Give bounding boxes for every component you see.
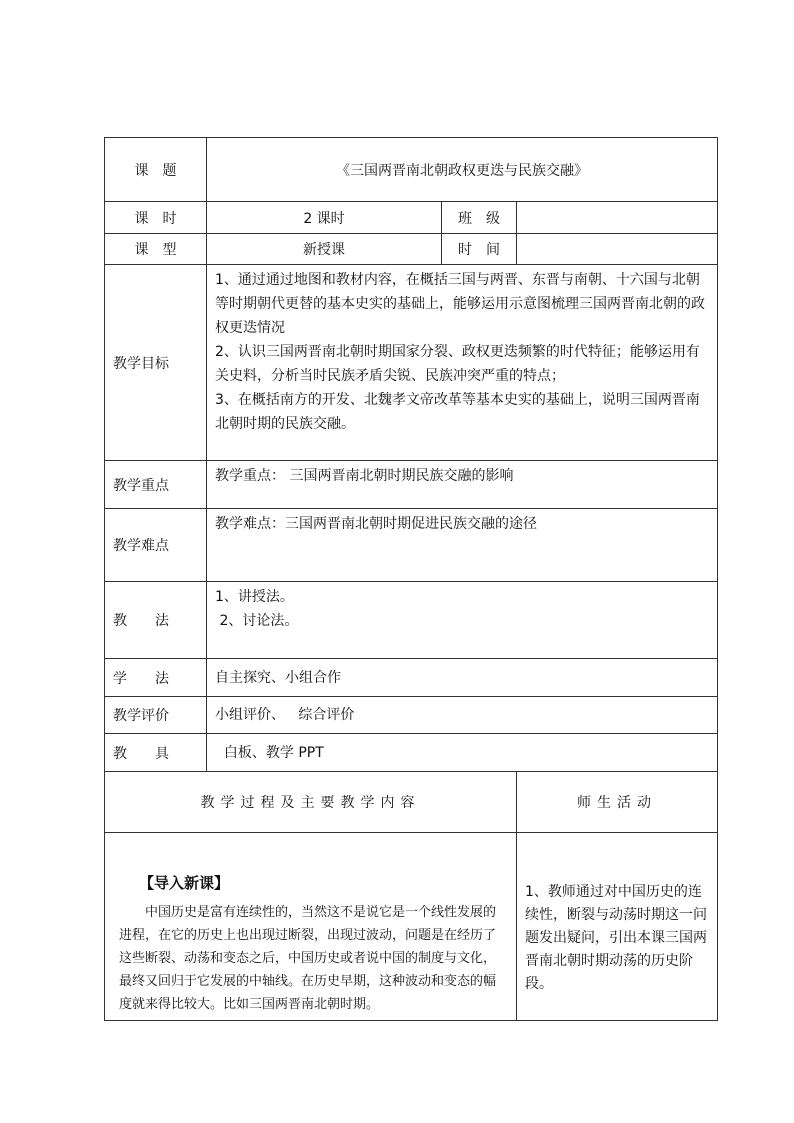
goal-item: 3、在概括南方的开发、北魏孝文帝改革等基本史实的基础上，说明三国两晋南北朝时期的民族交融。 xyxy=(215,392,700,432)
time-value xyxy=(517,234,718,265)
type-label: 课 型 xyxy=(105,234,207,265)
key-points-label: 教学重点 xyxy=(105,461,207,509)
goals-content xyxy=(207,265,718,461)
row-type xyxy=(105,234,718,265)
class-label: 班 级 xyxy=(442,202,517,234)
process-side-content: 1、教师通过对中国历史的连续性，断裂与动荡时期这一问题发出疑问，引出本课三国两晋南北朝时期动荡的历史阶段。 xyxy=(517,833,718,1021)
row-process-content xyxy=(105,833,718,1021)
row-key-points xyxy=(105,461,718,509)
tools-label: 教 具 xyxy=(105,734,207,772)
row-teaching-method xyxy=(105,582,718,659)
goals-label: 教学目标 xyxy=(105,265,207,461)
row-goals xyxy=(105,265,718,461)
time-label: 时 间 xyxy=(442,234,517,265)
difficulties-label: 教学难点 xyxy=(105,509,207,582)
tools-value: 白板、教学 PPT xyxy=(207,734,718,772)
row-difficulties xyxy=(105,509,718,582)
teaching-method-content xyxy=(207,582,718,659)
learning-method-label: 学 法 xyxy=(105,659,207,697)
intro-title: 【导入新课】 xyxy=(139,874,230,892)
method-item: 2、讨论法。 xyxy=(215,613,299,629)
process-main-content xyxy=(105,833,517,1021)
goal-item: 1、通过通过地图和教材内容，在概括三国与两晋、东晋与南朝、十六国与北朝等时期朝代更替的基本史实的基础上，能够运用示意图梳理三国两晋南北朝的政权更迭情况 xyxy=(215,272,705,336)
process-main-header: 教学过程及主要教学内容 xyxy=(105,772,517,833)
teaching-method-label: 教 法 xyxy=(105,582,207,659)
topic-label: 课 题 xyxy=(105,138,207,202)
row-tools xyxy=(105,734,718,772)
topic-value: 《三国两晋南北朝政权更迭与民族交融》 xyxy=(207,138,718,202)
row-process-header xyxy=(105,772,718,833)
row-evaluation xyxy=(105,697,718,734)
goal-item: 2、认识三国两晋南北朝时期国家分裂、政权更迭频繁的时代特征；能够运用有关史料，分析当时民族矛盾尖锐、民族冲突严重的特点； xyxy=(215,344,700,384)
intro-text: 中国历史是富有连续性的，当然这不是说它是一个线性发展的进程，在它的历史上也出现过断裂，出现过波动，问题是在经历了这些断裂、动荡和变态之后，中国历史或者说中国的制度与文化，最终又回归于它发展的中轴线。在历史早期，这种波动和变态的幅度就来得比较大。比如三国两晋南北朝时期。 xyxy=(119,905,497,1012)
evaluation-label: 教学评价 xyxy=(105,697,207,734)
difficulties-value: 教学难点：三国两晋南北朝时期促进民族交融的途径 xyxy=(207,509,718,582)
process-side-header: 师生活动 xyxy=(517,772,718,833)
row-learning-method xyxy=(105,659,718,697)
key-points-value: 教学重点： 三国两晋南北朝时期民族交融的影响 xyxy=(207,461,718,509)
row-hours xyxy=(105,202,718,234)
hours-label: 课 时 xyxy=(105,202,207,234)
learning-method-value: 自主探究、小组合作 xyxy=(207,659,718,697)
method-item: 1、讲授法。 xyxy=(215,589,294,605)
evaluation-value: 小组评价、 综合评价 xyxy=(207,697,718,734)
row-topic xyxy=(105,138,718,202)
type-value: 新授课 xyxy=(207,234,442,265)
hours-value: 2 课时 xyxy=(207,202,442,234)
lesson-plan-table xyxy=(104,137,718,1021)
class-value xyxy=(517,202,718,234)
